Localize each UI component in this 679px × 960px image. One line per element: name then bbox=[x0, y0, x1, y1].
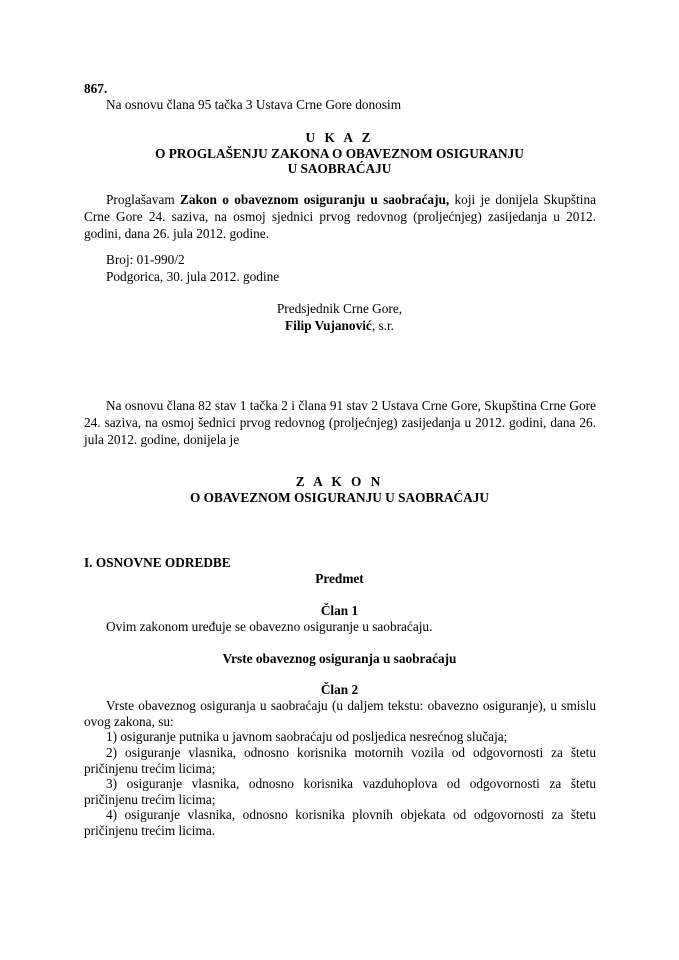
document-number: 867. bbox=[84, 81, 108, 96]
ukaz-preamble: Na osnovu člana 95 tačka 3 Ustava Crne Gore donosim bbox=[106, 97, 402, 112]
signatory-role: Predsjednik Crne Gore, bbox=[276, 301, 403, 316]
clan-2-intro: Vrste obaveznog osiguranja u saobraćaju (u daljem tekstu: obavezno osiguranje), u smislu ovog zakona, su: bbox=[84, 698, 596, 729]
signatory bbox=[0, 318, 679, 334]
ukaz-body-suffix: koji je donijela Skupština Crne Gore 24. saziva, na osmoj sjednici prvog redovnog (proljećnjeg) zasijedanja u 2012. godini, dana 26. jula 2012. godine. bbox=[84, 192, 596, 241]
ukaz-title: U K A Z bbox=[305, 130, 374, 145]
ukaz-law-name: Zakon o obaveznom osiguranju u saobraćaju, bbox=[180, 192, 450, 207]
zakon-subtitle: O OBAVEZNOM OSIGURANJU U SAOBRAĆAJU bbox=[190, 490, 489, 505]
list-item: 1) osiguranje putnika u javnom saobraćaju od posljedica nesrećnog slučaja; bbox=[106, 729, 508, 744]
subheading-vrste: Vrste obaveznog osiguranja u saobraćaju bbox=[222, 651, 457, 666]
clan-1-text: Ovim zakonom uređuje se obavezno osiguranje u saobraćaju. bbox=[106, 619, 433, 634]
zakon-preamble-paragraph: Na osnovu člana 82 stav 1 tačka 2 i člana 91 stav 2 Ustava Crne Gore, Skupština Crne Gore 24. saziva, na osmoj šednici prvog redovnog (proljećnjeg) zasijedanja u 2012. godini, dana 26. jula 2012. godine, donijela je bbox=[84, 398, 596, 447]
ukaz-body-paragraph bbox=[84, 191, 596, 242]
list-item: 4) osiguranje vlasnika, odnosno korisnika plovnih objekata od odgovornosti za štetu pričinjenu trećim licima. bbox=[84, 807, 596, 838]
ukaz-subtitle-line-2: U SAOBRAĆAJU bbox=[287, 161, 392, 176]
subheading-predmet: Predmet bbox=[315, 571, 364, 586]
signatory-suffix: , s.r. bbox=[371, 318, 394, 333]
broj-reference: Broj: 01-990/2 bbox=[106, 252, 185, 267]
clan-1-title: Član 1 bbox=[320, 603, 359, 618]
list-item: 3) osiguranje vlasnika, odnosno korisnika vazduhoplova od odgovornosti za štetu pričinjenu trećim licima; bbox=[84, 776, 596, 807]
clan-2-title: Član 2 bbox=[320, 682, 359, 697]
section-heading: I. OSNOVNE ODREDBE bbox=[84, 555, 231, 570]
list-item: 2) osiguranje vlasnika, odnosno korisnika motornih vozila od odgovornosti za štetu pričinjenu trećim licima; bbox=[84, 745, 596, 776]
zakon-title: Z A K O N bbox=[295, 474, 384, 489]
place-and-date: Podgorica, 30. jula 2012. godine bbox=[106, 269, 280, 284]
ukaz-subtitle-line-1: O PROGLAŠENJU ZAKONA O OBAVEZNOM OSIGURANJU bbox=[155, 146, 524, 161]
signatory-name: Filip Vujanović bbox=[285, 318, 372, 333]
ukaz-body-prefix: Proglašavam bbox=[106, 192, 180, 207]
